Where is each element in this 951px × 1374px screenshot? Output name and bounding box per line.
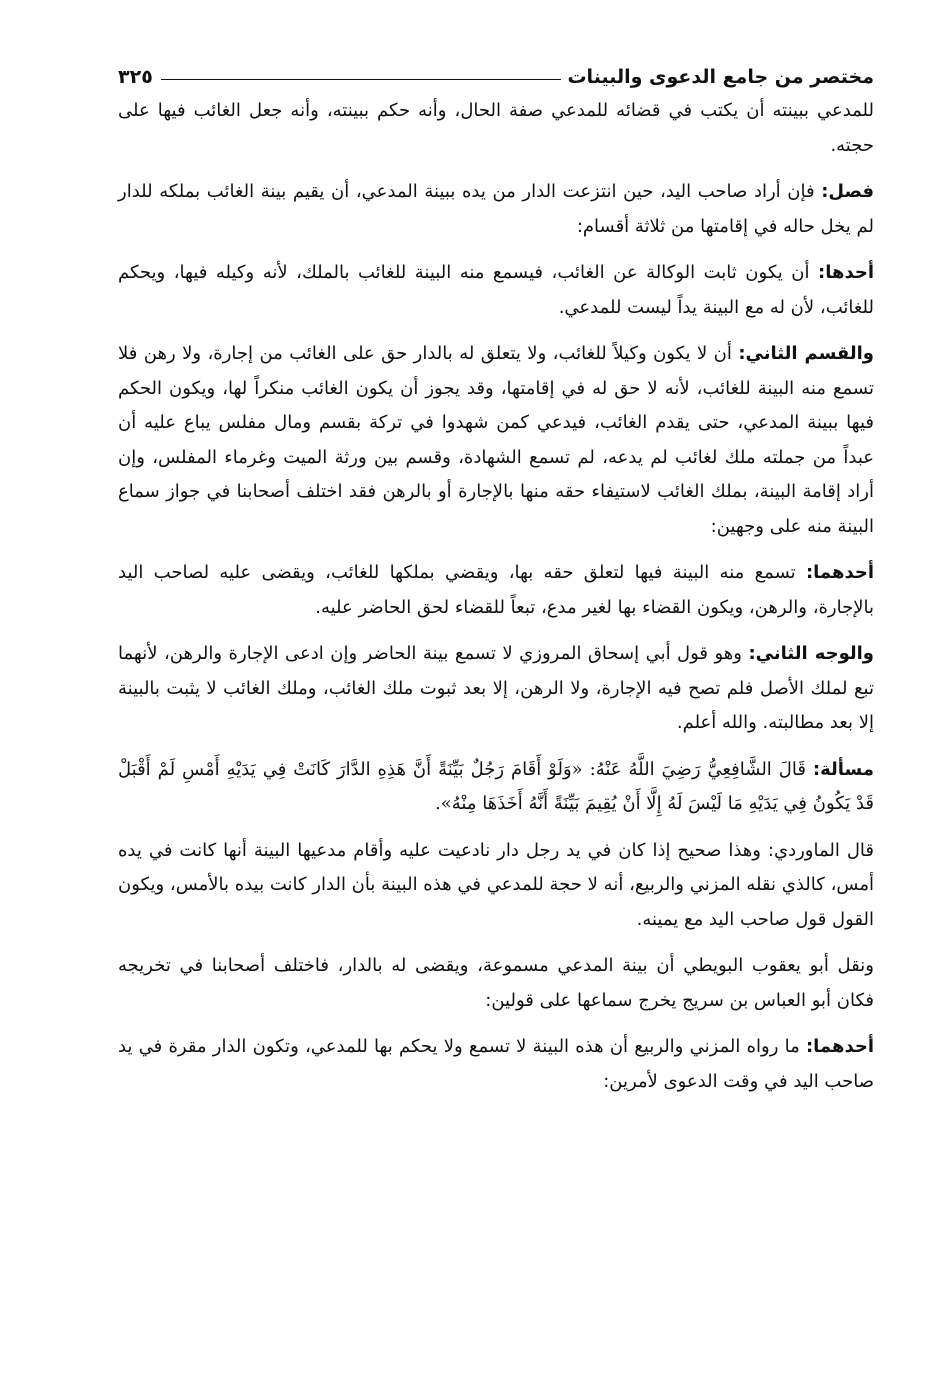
paragraph-text: قَالَ الشَّافِعِيُّ رَضِيَ اللَّهُ عَنْهُ: «وَلَوْ أَقَامَ رَجُلٌ بَيِّنَةً أَنَّ هَذِهِ الدَّارَ كَانَتْ فِي يَدَيْهِ أَمْسِ لَمْ أَقْبَلْ قَدْ يَكُونُ فِي يَدَيْهِ مَا لَيْسَ لَهُ إِلَّا أَنْ يُقِيمَ بَيِّنَةً أَنَّهُ أَخَذَهَا مِنْهُ». [118, 758, 874, 814]
paragraph-text: فإن أراد صاحب اليد، حين انتزعت الدار من يده ببينة المدعي، أن يقيم بينة الغائب بملكه للدار لم يخل حاله في إقامتها من ثلاثة أقسام: [118, 181, 874, 237]
paragraph-lead: والوجه الثاني: [748, 643, 874, 664]
running-header [118, 52, 874, 88]
paragraph-9 [118, 949, 874, 1018]
paragraph-3 [118, 256, 874, 325]
paragraph-text: أن يكون ثابت الوكالة عن الغائب، فيسمع منه البينة للغائب بالملك، لأنه وكيله فيها، ويحكم للغائب، لأن له مع البينة يداً ليست للمدعي. [118, 262, 874, 318]
paragraph-text: للمدعي ببينته أن يكتب في قضائه للمدعي صفة الحال، وأنه حكم ببينته، وأنه جعل الغائب فيها على حجته. [118, 100, 874, 156]
paragraph-6 [118, 637, 874, 741]
paragraph-2 [118, 175, 874, 244]
paragraph-text: أن لا يكون وكيلاً للغائب، ولا يتعلق له بالدار حق على الغائب من إجارة، ولا رهن فلا تسمع منه البينة للغائب، لأنه لا حق له في إقامتها، وقد يجوز أن يكون الغائب منكراً لها، ويكون الحكم فيها ببينة المدعي، حتى يقدم الغائب، فيدعي كمن شهدوا في تركة بقسم ومال مفلس يباع عليه أن عبداً من جملته ملك لغائب لم يدعه، لم تسمع الشهادة، وقسم بين ورثة الميت وغرماء المفلس، وإن أراد إقامة البينة، بملك الغائب لاستيفاء حقه منها بالإجارة أو بالرهن فقد اختلف أصحابنا في جواز سماع البينة منه على وجهين: [118, 343, 874, 537]
paragraph-lead: أحدهما: [805, 562, 874, 583]
paragraph-7 [118, 753, 874, 822]
paragraph-5 [118, 556, 874, 625]
page-number: ٣٢٥ [118, 66, 153, 88]
paragraph-lead: فصل: [821, 181, 874, 202]
paragraph-lead: والقسم الثاني: [738, 343, 874, 364]
body-text [118, 94, 874, 1099]
paragraph-1 [118, 94, 874, 163]
paragraph-text: ونقل أبو يعقوب البويطي أن بينة المدعي مسموعة، ويقضى له بالدار، فاختلف أصحابنا في تخريجه فكان أبو العباس بن سريج يخرج سماعها على قولين: [118, 955, 874, 1011]
paragraph-text: وهو قول أبي إسحاق المروزي لا تسمع بينة الحاضر وإن ادعى الإجارة والرهن، لأنهما تبع لملك الأصل فلم تصح فيه الإجارة، ولا الرهن، إلا بعد ثبوت ملك الغائب، وملك الغائب لا يثبت بالبينة إلا بعد مطالبته. والله أعلم. [118, 643, 874, 733]
book-title: مختصر من جامع الدعوى والبينات [567, 66, 874, 88]
paragraph-text: قال الماوردي: وهذا صحيح إذا كان في يد رجل دار نادعيت عليه وأقام مدعيها البينة أنها كانت في يده أمس، كالذي نقله المزني والربيع، أنه لا حجة للمدعي في هذه البينة بأن الدار كانت بيده بالأمس، ويكون القول قول صاحب اليد مع يمينه. [118, 839, 874, 930]
paragraph-8 [118, 834, 874, 938]
paragraph-4 [118, 337, 874, 544]
paragraph-text: ما رواه المزني والربيع أن هذه البينة لا تسمع ولا يحكم بها للمدعي، وتكون الدار مقرة في يد صاحب اليد في وقت الدعوى لأمرين: [118, 1036, 874, 1092]
paragraph-lead: أحدهما: [805, 1036, 874, 1057]
paragraph-lead: أحدها: [818, 262, 874, 283]
book-page [118, 52, 874, 1111]
paragraph-text: تسمع منه البينة فيها لتعلق حقه بها، ويقضي بملكها للغائب، ويقضى عليه لصاحب اليد بالإجارة، والرهن، ويكون القضاء بها لغير مدع، تبعاً للقضاء لحق الحاضر عليه. [118, 562, 874, 618]
paragraph-10 [118, 1030, 874, 1099]
paragraph-lead: مسألة: [812, 758, 874, 780]
header-rule [161, 79, 562, 80]
